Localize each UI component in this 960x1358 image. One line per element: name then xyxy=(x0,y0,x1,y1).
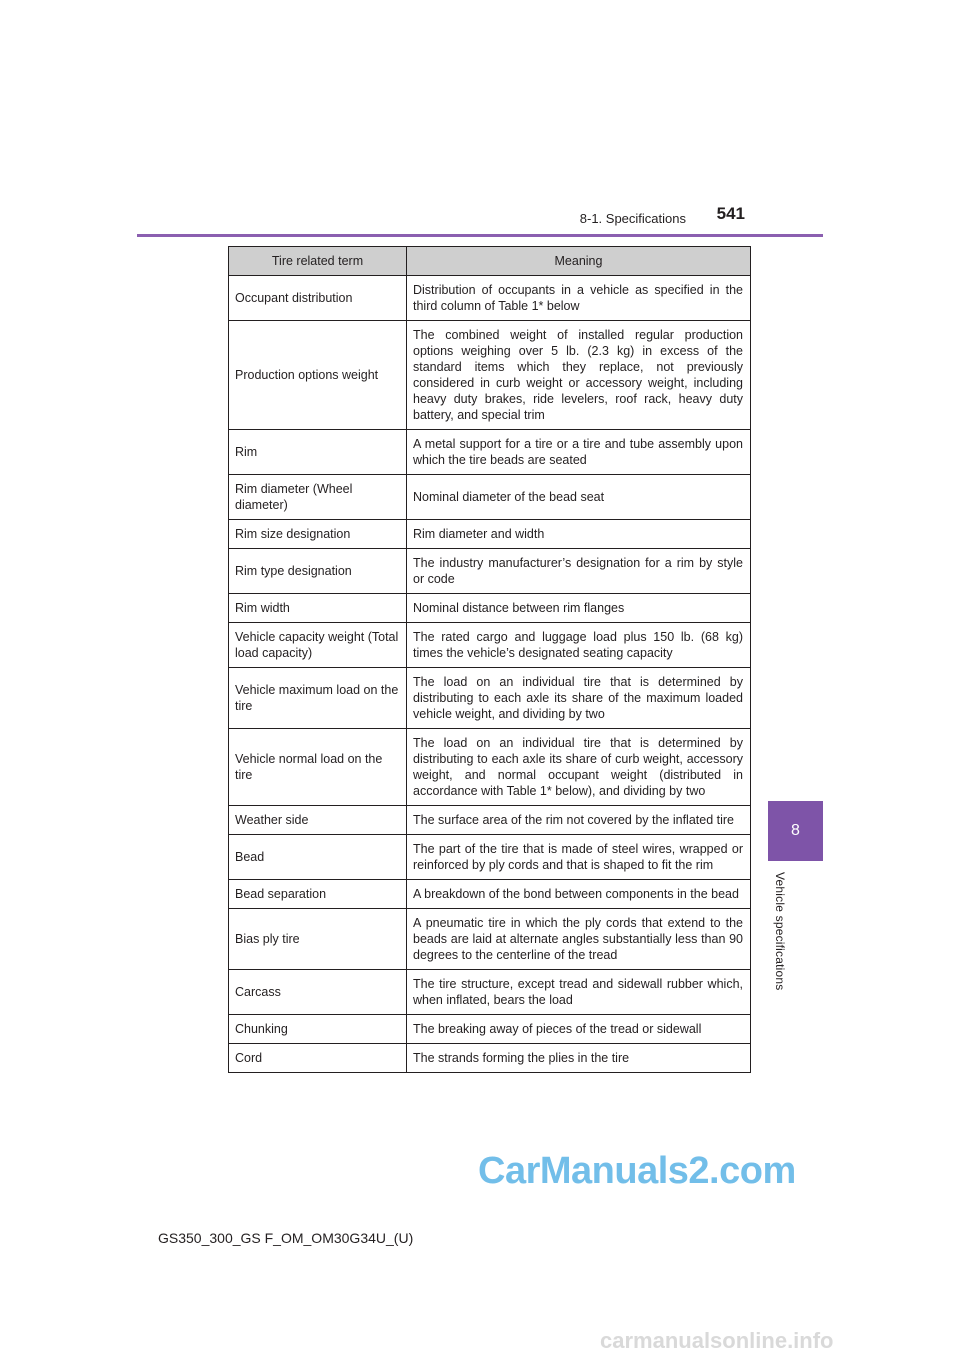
table-row xyxy=(229,909,751,970)
page-header xyxy=(137,198,823,237)
term-cell: Cord xyxy=(229,1044,407,1073)
meaning-cell: The load on an individual tire that is determined by distributing to each axle its share of the maximum loaded vehicle weight, and dividing by two xyxy=(407,668,751,729)
meaning-cell: The surface area of the rim not covered by the inflated tire xyxy=(407,806,751,835)
meaning-cell: A pneumatic tire in which the ply cords that extend to the beads are laid at alternate angles substantially less than 90 degrees to the centerline of the tread xyxy=(407,909,751,970)
table-row xyxy=(229,970,751,1015)
page-number: 541 xyxy=(716,204,745,223)
term-cell: Rim size designation xyxy=(229,520,407,549)
meaning-cell: A breakdown of the bond between components in the bead xyxy=(407,880,751,909)
term-cell: Rim type designation xyxy=(229,549,407,594)
table-row xyxy=(229,623,751,668)
column-header-meaning: Meaning xyxy=(407,247,751,276)
term-cell: Chunking xyxy=(229,1015,407,1044)
table-row xyxy=(229,668,751,729)
meaning-cell: The strands forming the plies in the tire xyxy=(407,1044,751,1073)
meaning-cell: The part of the tire that is made of steel wires, wrapped or reinforced by ply cords and that is shaped to fit the rim xyxy=(407,835,751,880)
chapter-label: Vehicle specifications xyxy=(773,872,787,991)
meaning-cell: Distribution of occupants in a vehicle as specified in the third column of Table 1* below xyxy=(407,276,751,321)
term-cell: Weather side xyxy=(229,806,407,835)
meaning-cell: The load on an individual tire that is determined by distributing to each axle its share of curb weight, accessory weight, and normal occupant weight (distributed in accordance with Table 1* below), and dividing by two xyxy=(407,729,751,806)
term-cell: Bead xyxy=(229,835,407,880)
table-row xyxy=(229,880,751,909)
term-cell: Occupant distribution xyxy=(229,276,407,321)
table-row xyxy=(229,806,751,835)
table-row xyxy=(229,321,751,430)
footer-domain: carmanualsonline.info xyxy=(600,1328,834,1353)
term-cell: Rim width xyxy=(229,594,407,623)
table-row xyxy=(229,549,751,594)
meaning-cell: Nominal diameter of the bead seat xyxy=(407,475,751,520)
term-cell: Vehicle capacity weight (Total load capacity) xyxy=(229,623,407,668)
section-title: 8-1. Specifications xyxy=(579,211,686,226)
term-cell: Carcass xyxy=(229,970,407,1015)
term-cell: Rim xyxy=(229,430,407,475)
meaning-cell: The combined weight of installed regular production options weighing over 5 lb. (2.3 kg) in excess of the standard items which they replace, not previously considered in curb weight or accessory weight, including heavy duty brakes, ride levelers, roof rack, heavy duty battery, and special trim xyxy=(407,321,751,430)
chapter-tab[interactable] xyxy=(768,801,823,861)
term-cell: Bias ply tire xyxy=(229,909,407,970)
table-row xyxy=(229,475,751,520)
meaning-cell: The rated cargo and luggage load plus 150 lb. (68 kg) times the vehicle’s designated seating capacity xyxy=(407,623,751,668)
meaning-cell: Nominal distance between rim flanges xyxy=(407,594,751,623)
table-row xyxy=(229,729,751,806)
term-cell: Vehicle maximum load on the tire xyxy=(229,668,407,729)
meaning-cell: The breaking away of pieces of the tread or sidewall xyxy=(407,1015,751,1044)
table-row xyxy=(229,276,751,321)
table-row xyxy=(229,1015,751,1044)
table-row xyxy=(229,1044,751,1073)
watermark-logo[interactable]: CarManuals2.com xyxy=(478,1150,796,1192)
meaning-cell: Rim diameter and width xyxy=(407,520,751,549)
table-row xyxy=(229,430,751,475)
document-code: GS350_300_GS F_OM_OM30G34U_(U) xyxy=(158,1230,414,1246)
term-cell: Rim diameter (Wheel diameter) xyxy=(229,475,407,520)
term-cell: Bead separation xyxy=(229,880,407,909)
term-cell: Vehicle normal load on the tire xyxy=(229,729,407,806)
term-cell: Production options weight xyxy=(229,321,407,430)
chapter-number: 8 xyxy=(791,822,800,839)
meaning-cell: The tire structure, except tread and sidewall rubber which, when inflated, bears the load xyxy=(407,970,751,1015)
tire-terms-table xyxy=(228,246,751,1073)
table-row xyxy=(229,520,751,549)
column-header-term: Tire related term xyxy=(229,247,407,276)
table-row xyxy=(229,594,751,623)
meaning-cell: A metal support for a tire or a tire and tube assembly upon which the tire beads are seated xyxy=(407,430,751,475)
table-header-row xyxy=(229,247,751,276)
table-row xyxy=(229,835,751,880)
meaning-cell: The industry manufacturer’s designation for a rim by style or code xyxy=(407,549,751,594)
